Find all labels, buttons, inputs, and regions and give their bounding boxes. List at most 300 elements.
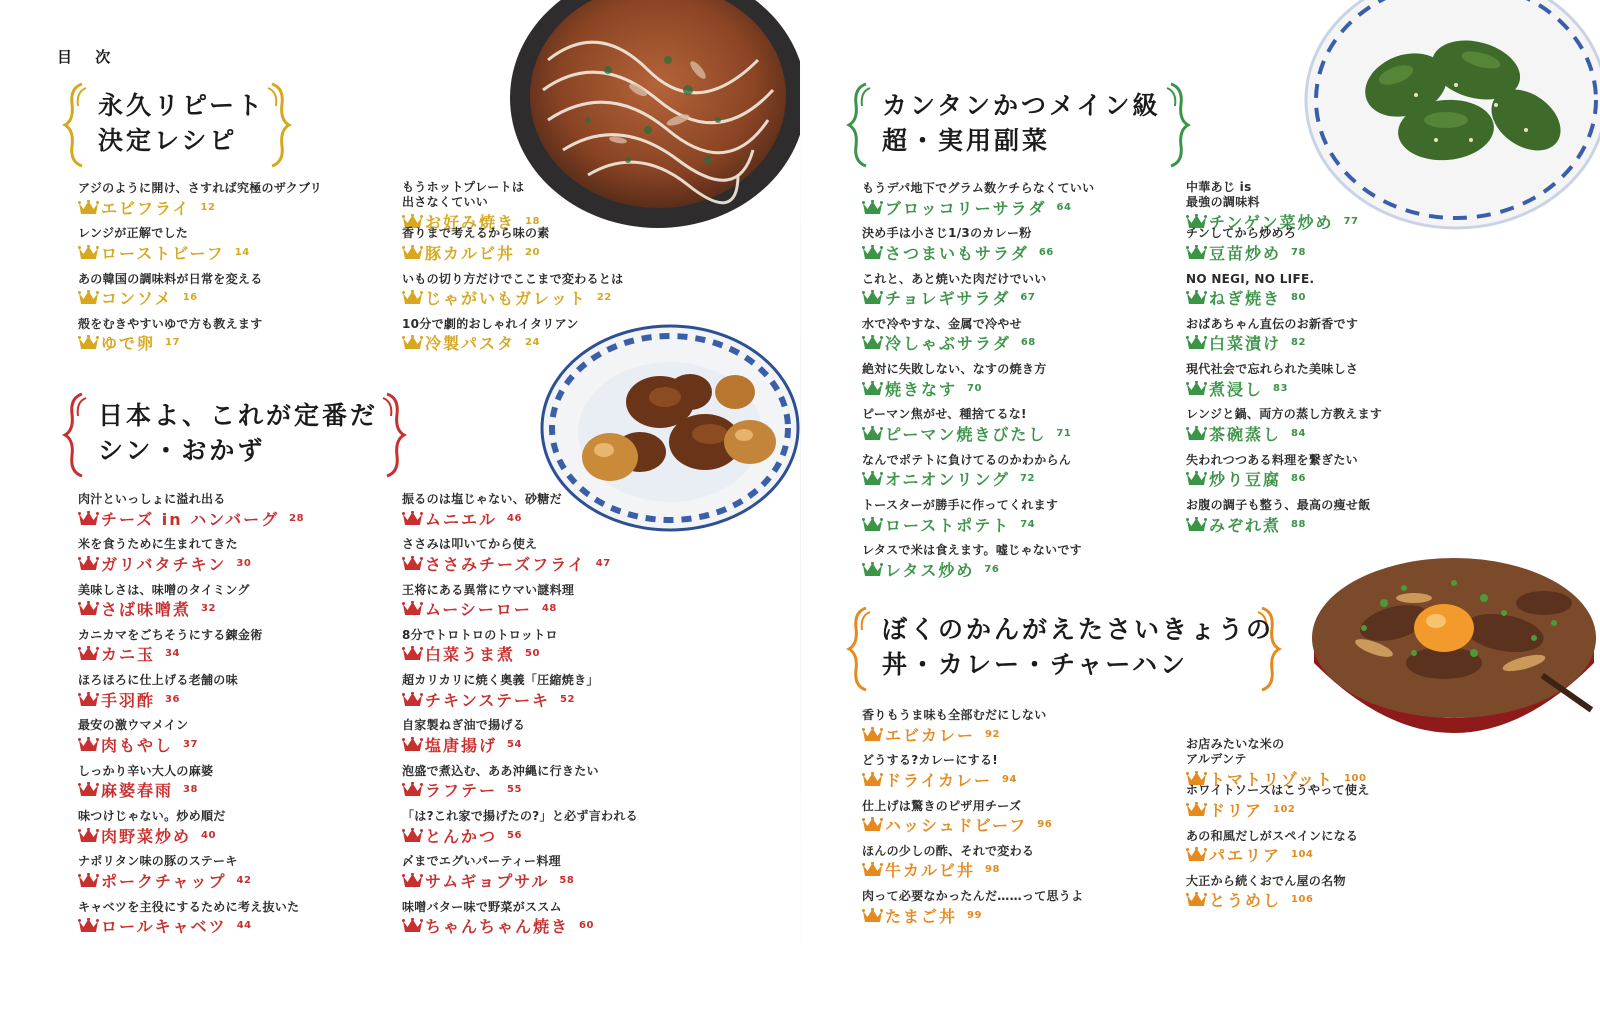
crown-icon [862,517,883,532]
recipe-page-number: 44 [236,920,252,932]
recipe-page-number: 72 [1020,473,1035,485]
recipe-description: ささみは叩いてから使え [402,537,538,552]
recipe-page-number: 60 [579,920,594,932]
recipe-name: さば味噌煮 [101,600,192,620]
recipe-page-number: 46 [507,512,522,524]
recipe-description: ほろほろに仕上げる老舗の味 [78,673,238,688]
recipe-title-row [78,643,388,665]
recipe-page-number: 56 [507,829,522,841]
recipe-entry [402,225,712,270]
section-title-line: カンタンかつメイン級 [882,91,1161,120]
recipe-page-number: 74 [1020,518,1036,530]
recipe-name: ハッシュドビーフ [885,816,1028,836]
recipe-title-row [862,422,1172,444]
recipe-page-number: 38 [183,784,198,796]
recipe-entry [862,225,1172,270]
recipe-title-row [862,287,1172,309]
recipe-name: ねぎ焼き [1209,289,1282,309]
recipe-page-number: 78 [1291,246,1306,258]
recipe-page-number: 64 [1056,201,1072,213]
crown-icon [402,918,423,933]
recipe-description: 〆までエグいパーティー料理 [402,854,561,869]
recipe-name: ちゃんちゃん焼き [425,917,570,937]
crown-icon [862,200,883,215]
recipe-column-rice-right [1186,737,1496,918]
recipe-page-number: 40 [201,829,216,841]
recipe-title-row [78,241,388,263]
recipe-name: ガリバタチキン [101,554,227,574]
recipe-entry [1186,737,1496,789]
recipe-title-row [862,513,1172,535]
recipe-description: カニカマをごちそうにする錬金術 [78,627,263,642]
recipe-entry [1186,406,1496,451]
recipe-name: チキンステーキ [425,690,551,710]
crown-icon [862,772,883,787]
crown-icon [78,646,99,661]
recipe-name: ローストポテト [885,515,1011,535]
recipe-name: エビフライ [101,198,191,218]
recipe-page-number: 100 [1344,772,1367,784]
recipe-entry [862,798,1172,843]
recipe-description: お腹の調子も整う、最高の痩せ飯 [1186,498,1371,513]
recipe-name: ラフテー [425,781,498,801]
recipe-name: 冷しゃぶサラダ [885,334,1011,354]
recipe-entry [402,582,712,627]
recipe-entry [78,763,388,808]
recipe-title-row [78,915,388,937]
recipe-page-number: 47 [595,557,611,569]
section-header-rice [846,606,1282,692]
recipe-description: アジのように開け、さすれば究極のザクブリ [78,181,323,195]
recipe-entry [78,225,388,270]
recipe-title-row [402,241,712,263]
crown-icon [78,918,99,933]
recipe-description: 失われつつある料理を繋ぎたい [1186,452,1358,467]
recipe-page-number: 86 [1291,473,1306,485]
recipe-title-row [1186,889,1496,911]
crown-icon [1186,802,1207,817]
section-title-sides [882,88,1161,158]
crown-icon [862,727,883,742]
toc-label: 目 次 [57,48,120,66]
crown-icon [402,646,423,661]
crown-icon [78,511,99,526]
brace-left-icon [62,82,88,168]
recipe-name: チンゲン菜炒め [1209,212,1334,232]
recipe-description: 「は?これ家で揚げたの?」と必ず言われる [402,809,638,824]
recipe-title-row [78,733,388,755]
recipe-name: 肉野菜炒め [101,826,192,846]
recipe-column-sides-right [1186,180,1496,542]
recipe-entry [402,627,712,672]
recipe-name: ムニエル [425,509,498,529]
recipe-title-row [862,904,1172,926]
recipe-name: ピーマン焼きびたし [885,424,1047,444]
brace-right-icon [266,82,292,168]
recipe-description: あの和風だしがスペインになる [1186,828,1359,843]
section-title-japan [98,398,378,468]
recipe-page-number: 96 [1037,819,1053,831]
recipe-title-row [1186,844,1496,866]
crown-icon [402,737,423,752]
recipe-title-row [78,552,388,574]
crown-icon [78,873,99,888]
recipe-page-number: 28 [289,512,305,524]
recipe-description: 王将にある異常にウマい謎料理 [402,582,575,597]
recipe-description: 仕上げは驚きのピザ用チーズ [862,798,1022,813]
recipe-entry [402,316,712,361]
recipe-entry [1186,497,1496,542]
recipe-page-number: 50 [525,648,540,660]
recipe-entry [862,497,1172,542]
recipe-title-row [78,287,388,309]
crown-icon [1186,847,1207,862]
recipe-description: 現代社会で忘れられた美味しさ [1186,362,1359,377]
recipe-entry [862,707,1172,752]
recipe-page-number: 58 [559,874,575,886]
recipe-entry [78,536,388,581]
recipe-title-row [402,779,712,801]
recipe-page-number: 102 [1273,803,1296,815]
recipe-entry [402,491,712,536]
recipe-title-row [78,688,388,710]
crown-icon [402,511,423,526]
crown-icon [1186,892,1207,907]
section-title-line: 丼・カレー・チャーハン [882,650,1189,679]
recipe-page-number: 14 [234,246,250,258]
recipe-name: 白菜漬け [1209,334,1282,354]
recipe-column-japan-left [78,491,388,944]
recipe-name: 茶碗蒸し [1209,424,1282,444]
recipe-entry [1186,361,1496,406]
recipe-name: 麻婆春雨 [101,781,174,801]
recipe-entry [862,316,1172,361]
recipe-column-eternal-left [78,180,388,361]
recipe-page-number: 80 [1291,292,1306,304]
recipe-name: ロールキャベツ [101,917,227,937]
recipe-title-row [1186,422,1496,444]
recipe-name: 塩唐揚げ [425,735,498,755]
recipe-title-row [1186,332,1496,354]
recipe-name: 豆苗炒め [1209,243,1282,263]
crown-icon [862,335,883,350]
recipe-description: 自家製ねぎ油で揚げる [402,718,526,733]
recipe-page-number: 12 [200,201,216,213]
recipe-entry [1186,225,1496,270]
recipe-name: じゃがいもガレット [425,289,587,309]
recipe-page-number: 67 [1020,292,1036,304]
recipe-page-number: 66 [1038,246,1054,258]
recipe-page-number: 52 [560,693,575,705]
recipe-entry [862,406,1172,451]
section-title-eternal [98,88,265,158]
recipe-description: ほんの少しの酢、それで変わる [862,843,1035,858]
recipe-entry [78,491,388,536]
recipe-entry [402,899,712,944]
recipe-title-row [402,733,712,755]
brace-left-icon [62,392,88,478]
recipe-page-number: 32 [201,603,216,615]
recipe-entry [402,672,712,717]
recipe-title-row [78,869,388,891]
recipe-entry [402,271,712,316]
recipe-title-row [78,779,388,801]
recipe-name: みぞれ煮 [1209,515,1282,535]
recipe-title-row [862,241,1172,263]
recipe-title-row [862,859,1172,881]
recipe-description: 米を食うために生まれてきた [78,537,238,552]
recipe-entry [78,899,388,944]
recipe-description: レタスで米は食えます。嘘じゃないです [862,543,1082,558]
recipe-page-number: 54 [507,738,522,750]
recipe-entry [402,763,712,808]
recipe-description: どうする?カレーにする! [862,753,999,768]
recipe-entry [1186,452,1496,497]
recipe-entry [78,853,388,898]
recipe-entry [862,752,1172,797]
recipe-title-row [1186,798,1496,820]
recipe-name: サムギョプサル [425,871,550,891]
recipe-name: レタス炒め [885,560,975,580]
recipe-description: 大正から続くおでん屋の名物 [1186,873,1346,888]
recipe-entry [1186,271,1496,316]
crown-icon [78,692,99,707]
recipe-description: しっかり辛い大人の麻婆 [78,763,214,778]
recipe-description: 最安の激ウマメイン [78,718,189,733]
recipe-name: とんかつ [425,826,498,846]
recipe-name: さつまいもサラダ [885,243,1029,263]
recipe-name: チーズ in ハンバーグ [101,509,280,529]
section-header-japan [62,392,407,478]
recipe-name: ささみチーズフライ [425,554,586,574]
recipe-column-rice-left [862,707,1172,933]
recipe-page-number: 70 [967,382,982,394]
recipe-title-row [862,814,1172,836]
recipe-page-number: 71 [1056,427,1072,439]
recipe-title-row [862,558,1172,580]
recipe-entry [862,843,1172,888]
crown-icon [78,828,99,843]
crown-icon [78,556,99,571]
recipe-page-number: 82 [1291,337,1306,349]
recipe-name: お好み焼き [425,212,516,232]
recipe-description: もうホットプレートは 出さなくていい [402,180,525,209]
recipe-title-row [1186,241,1496,263]
recipe-description: レンジが正解でした [78,226,189,241]
recipe-name: 炒り豆腐 [1209,470,1282,490]
recipe-page-number: 55 [507,784,522,796]
recipe-page-number: 16 [182,292,198,304]
recipe-entry [862,361,1172,406]
recipe-entry [862,271,1172,316]
recipe-page-number: 99 [967,909,982,921]
recipe-page-number: 37 [183,738,198,750]
crown-icon [862,562,883,577]
recipe-description: 水で冷やすな、金属で冷やせ [862,316,1022,331]
recipe-description: お店みたいな米の アルデンテ [1186,737,1285,766]
recipe-page-number: 94 [1002,773,1017,785]
recipe-name: とうめし [1209,891,1282,911]
section-title-line: ぼくのかんがえたさいきょうの [882,615,1275,644]
crown-icon [862,290,883,305]
recipe-description: キャベツを主役にするために考え抜いた [78,899,300,914]
recipe-entry [78,180,388,225]
recipe-entry [1186,873,1496,918]
recipe-title-row [862,468,1172,490]
recipe-description: これと、あと焼いた肉だけでいい [862,271,1047,286]
recipe-page-number: 48 [541,603,557,615]
recipe-description: なんでポテトに負けてるのかわからん [862,452,1072,467]
recipe-title-row [402,824,712,846]
recipe-description: チンしてから炒めろ [1186,226,1297,241]
recipe-description: おばあちゃん直伝のお新香です [1186,316,1359,331]
crown-icon [402,692,423,707]
recipe-description: 味つけじゃない。炒め順だ [78,809,226,824]
recipe-entry [402,808,712,853]
recipe-title-row [862,768,1172,790]
recipe-title-row [1186,287,1496,309]
recipe-description: 中華あじ is 最強の調味料 [1186,180,1260,209]
recipe-page-number: 42 [236,874,252,886]
section-title-rice [882,612,1274,682]
section-title-line: シン・おかず [98,436,266,465]
recipe-name: カニ玉 [101,645,156,665]
recipe-entry [78,808,388,853]
recipe-name: 煮浸し [1209,379,1264,399]
brace-left-icon [846,606,872,692]
recipe-name: ドライカレー [885,770,993,790]
recipe-page-number: 84 [1291,427,1306,439]
crown-icon [1186,245,1207,260]
recipe-page-number: 30 [236,557,252,569]
recipe-entry [402,853,712,898]
recipe-description: レンジと鍋、両方の蒸し方教えます [1186,407,1383,422]
recipe-title-row [402,869,712,891]
recipe-title-row [402,552,712,574]
crown-icon [1186,335,1207,350]
crown-icon [78,245,99,260]
recipe-page-number: 20 [525,246,540,258]
recipe-title-row [78,824,388,846]
crown-icon [862,426,883,441]
crown-icon [78,290,99,305]
recipe-name: 牛カルビ丼 [885,861,976,881]
recipe-description: もうデパ地下でグラム数ケチらなくていい [862,181,1095,195]
crown-icon [78,737,99,752]
recipe-page-number: 106 [1291,894,1314,906]
recipe-page-number: 92 [985,728,1000,740]
recipe-description: 絶対に失敗しない、なすの焼き方 [862,362,1047,377]
recipe-page-number: 104 [1291,849,1314,861]
crown-icon [862,817,883,832]
recipe-description: 10分で劇的おしゃれイタリアン [402,316,579,331]
recipe-page-number: 24 [525,337,540,349]
recipe-title-row [1186,377,1496,399]
recipe-name: ドリア [1209,800,1264,820]
recipe-page-number: 76 [984,563,1000,575]
section-title-line: 永久リピート [98,91,266,120]
recipe-title-row [402,915,712,937]
recipe-description: ピーマン焦がせ、種捨てるな! [862,407,1027,422]
recipe-entry [862,452,1172,497]
recipe-name: 焼きなす [885,379,958,399]
recipe-title-row [402,507,712,529]
crown-icon [862,908,883,923]
recipe-title-row [1186,513,1496,535]
recipe-description: ナポリタン味の豚のステーキ [78,854,238,869]
crown-icon [1186,426,1207,441]
recipe-description: 味噌バター味で野菜がススム [402,899,562,914]
recipe-title-row [862,723,1172,745]
recipe-title-row [402,688,712,710]
recipe-description: ホワイトソースはこうやって使え [1186,783,1370,798]
recipe-page-number: 98 [985,864,1000,876]
recipe-page-number: 83 [1273,382,1288,394]
recipe-name: ブロッコリーサラダ [885,198,1047,218]
recipe-name: エビカレー [885,725,976,745]
crown-icon [78,782,99,797]
recipe-entry [862,542,1172,587]
crown-icon [1186,471,1207,486]
crown-icon [78,335,99,350]
section-title-line: 超・実用副菜 [882,126,1051,155]
recipe-entry [78,271,388,316]
crown-icon [402,335,423,350]
recipe-title-row [1186,468,1496,490]
crown-icon [862,471,883,486]
recipe-name: ゆで卵 [101,334,156,354]
recipe-name: 白菜うま煮 [425,645,516,665]
recipe-column-japan-right [402,491,712,944]
recipe-entry [78,627,388,672]
recipe-description: 香りもうま味も全部むだにしない [862,708,1047,722]
crown-icon [862,381,883,396]
recipe-column-sides-left [862,180,1172,588]
recipe-description: 8分でトロトロのトロットロ [402,627,558,642]
recipe-entry [1186,782,1496,827]
recipe-description: いもの切り方だけでここまで変わるとは [402,271,624,286]
brace-right-icon [1165,82,1191,168]
recipe-page-number: 36 [165,693,180,705]
recipe-description: 肉汁といっしょに溢れ出る [78,492,226,506]
recipe-entry [402,536,712,581]
recipe-title-row [402,598,712,620]
recipe-page-number: 34 [165,648,180,660]
crown-icon [78,200,99,215]
crown-icon [1186,381,1207,396]
recipe-name: オニオンリング [885,470,1011,490]
recipe-entry [1186,316,1496,361]
crown-icon [402,828,423,843]
recipe-page-number: 68 [1020,337,1036,349]
crown-icon [402,556,423,571]
section-header-sides [846,82,1191,168]
recipe-name: 肉もやし [101,735,174,755]
recipe-title-row [862,332,1172,354]
recipe-name: パエリア [1209,846,1282,866]
recipe-entry [402,180,712,232]
recipe-page-number: 17 [165,337,180,349]
crown-icon [402,245,423,260]
recipe-name: チョレギサラダ [885,289,1011,309]
recipe-title-row [402,332,712,354]
recipe-name: 冷製パスタ [425,334,516,354]
recipe-description: NO NEGI, NO LIFE. [1186,271,1315,286]
crown-icon [402,782,423,797]
recipe-name: コンソメ [101,289,173,309]
section-header-eternal [62,82,292,168]
section-title-line: 日本よ、これが定番だ [98,401,379,430]
